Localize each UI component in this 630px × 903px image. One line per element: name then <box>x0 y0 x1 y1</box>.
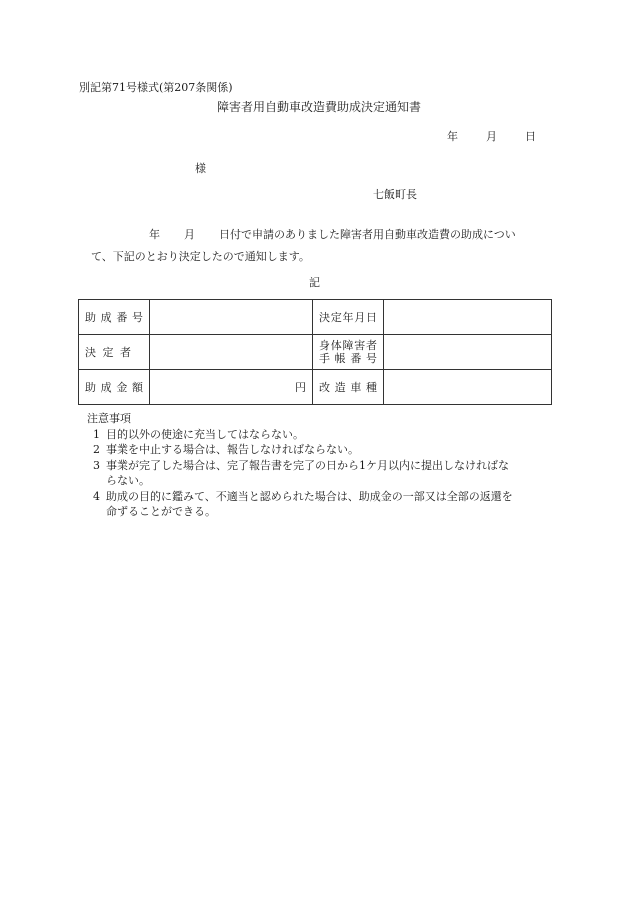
grant-amount-unit: 円 <box>150 370 313 405</box>
note-text-continued: 命ずることができる。 <box>106 505 216 518</box>
note-text: 目的以外の使途に充当してはならない。 <box>106 427 304 441</box>
note-text: 助成の目的に鑑みて、不適当と認められた場合は、助成金の一部又は全部の返還を <box>106 489 513 503</box>
vehicle-type-label: 改造車種 <box>313 370 384 405</box>
grant-info-table <box>78 299 552 405</box>
table-row <box>79 300 552 335</box>
decision-date-value <box>384 300 552 335</box>
form-number: 別記第71号様式(第207条関係) <box>79 81 233 94</box>
table-row <box>79 370 552 405</box>
body-line-2: て、下記のとおり決定したので通知します。 <box>91 250 310 263</box>
body-text <box>79 224 559 268</box>
note-number: 3 <box>93 458 100 472</box>
ki-heading: 記 <box>309 276 320 289</box>
note-number: 4 <box>93 489 100 503</box>
grant-number-value <box>150 300 313 335</box>
certificate-label-line-2: 手帳番号 <box>319 352 377 365</box>
note-number: 2 <box>93 443 100 456</box>
certificate-label-line-1: 身体障害者 <box>319 339 377 352</box>
year-label: 年 <box>447 130 458 143</box>
certificate-number-label <box>313 335 384 370</box>
decider-label: 決定者 <box>79 335 150 370</box>
list-item <box>90 442 560 458</box>
list-item <box>90 427 560 443</box>
grant-amount-label: 助成金額 <box>79 370 150 405</box>
vehicle-type-value <box>384 370 552 405</box>
decision-date-label: 決定年月日 <box>313 300 384 335</box>
grant-number-label: 助成番号 <box>79 300 150 335</box>
day-label: 日 <box>525 130 536 143</box>
note-text: 事業が完了した場合は、完了報告書を完了の日から1ケ月以内に提出しなければな <box>106 458 509 472</box>
issuer-name: 七飯町長 <box>373 188 417 201</box>
document-title: 障害者用自動車改造費助成決定通知書 <box>217 100 422 114</box>
notes-heading: 注意事項 <box>87 412 131 425</box>
body-month-label: 月 <box>184 228 195 241</box>
body-line-1 <box>79 224 559 246</box>
certificate-number-value <box>384 335 552 370</box>
addressee-suffix: 様 <box>195 162 206 175</box>
list-item <box>90 489 560 520</box>
note-text: 事業を中止する場合は、報告しなければならない。 <box>106 443 359 456</box>
note-text-continued: らない。 <box>106 474 150 487</box>
list-item <box>90 458 560 489</box>
notes-section <box>87 411 560 520</box>
issue-date-line <box>447 128 536 144</box>
decider-value <box>150 335 313 370</box>
table-row <box>79 335 552 370</box>
body-year-label: 年 <box>149 228 160 241</box>
note-number: 1 <box>93 427 100 441</box>
body-text-main: 日付で申請のありました障害者用自動車改造費の助成につい <box>219 228 516 241</box>
month-label: 月 <box>486 130 497 143</box>
